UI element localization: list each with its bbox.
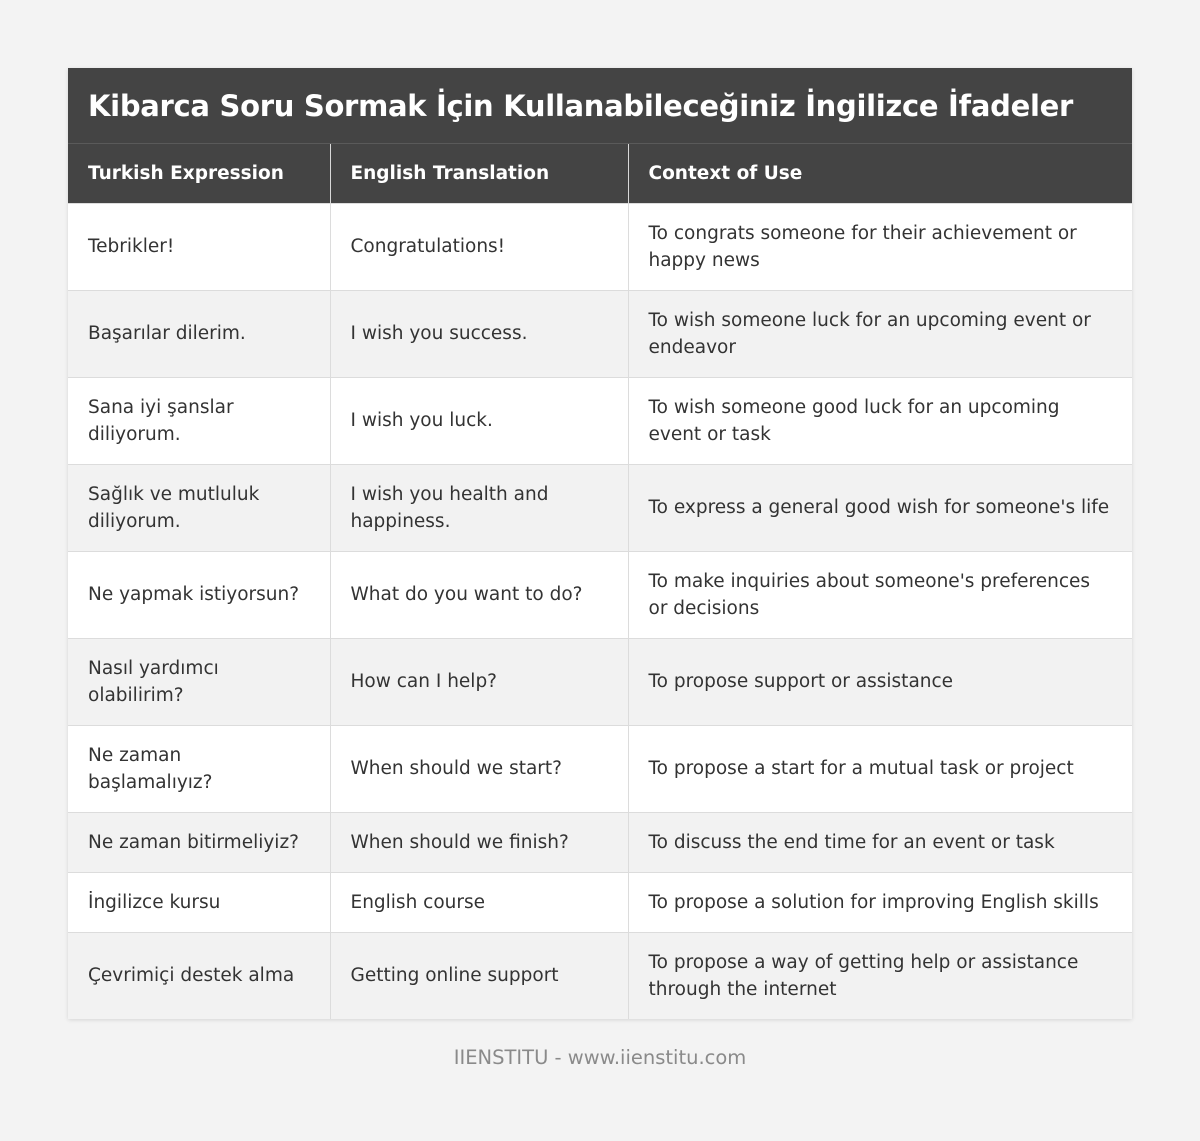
cell-turkish: Çevrimiçi destek alma	[68, 932, 330, 1019]
cell-context: To make inquiries about someone's preferences or decisions	[628, 551, 1132, 638]
cell-context: To wish someone good luck for an upcoming event or task	[628, 377, 1132, 464]
cell-english: I wish you success.	[330, 290, 628, 377]
table-row	[68, 377, 1132, 464]
cell-context: To propose a way of getting help or assistance through the internet	[628, 932, 1132, 1019]
cell-context: To discuss the end time for an event or task	[628, 812, 1132, 872]
cell-context: To propose support or assistance	[628, 638, 1132, 725]
table-row	[68, 290, 1132, 377]
cell-english: English course	[330, 872, 628, 932]
cell-turkish: Nasıl yardımcı olabilirim?	[68, 638, 330, 725]
cell-turkish: Sağlık ve mutluluk diliyorum.	[68, 464, 330, 551]
cell-english: I wish you luck.	[330, 377, 628, 464]
cell-context: To propose a solution for improving English skills	[628, 872, 1132, 932]
cell-english: When should we start?	[330, 725, 628, 812]
table-title-bar	[68, 68, 1132, 144]
table-row	[68, 725, 1132, 812]
table-row	[68, 932, 1132, 1019]
phrase-table-card	[68, 68, 1132, 1019]
cell-turkish: Ne zaman bitirmeliyiz?	[68, 812, 330, 872]
cell-context: To propose a start for a mutual task or project	[628, 725, 1132, 812]
phrase-table	[68, 144, 1132, 1019]
cell-context: To congrats someone for their achievement or happy news	[628, 203, 1132, 290]
table-row	[68, 551, 1132, 638]
column-header-english: English Translation	[330, 144, 628, 203]
column-header-turkish: Turkish Expression	[68, 144, 330, 203]
cell-english: Congratulations!	[330, 203, 628, 290]
cell-english: When should we finish?	[330, 812, 628, 872]
cell-turkish: Tebrikler!	[68, 203, 330, 290]
cell-turkish: Sana iyi şanslar diliyorum.	[68, 377, 330, 464]
cell-context: To express a general good wish for someone's life	[628, 464, 1132, 551]
table-row	[68, 464, 1132, 551]
cell-turkish: Ne yapmak istiyorsun?	[68, 551, 330, 638]
table-row	[68, 203, 1132, 290]
cell-english: I wish you health and happiness.	[330, 464, 628, 551]
table-row	[68, 812, 1132, 872]
column-header-context: Context of Use	[628, 144, 1132, 203]
cell-english: Getting online support	[330, 932, 628, 1019]
cell-turkish: Ne zaman başlamalıyız?	[68, 725, 330, 812]
footer-credit: IIENSTITU - www.iienstitu.com	[453, 1046, 747, 1069]
table-header-row	[68, 144, 1132, 203]
cell-english: What do you want to do?	[330, 551, 628, 638]
cell-context: To wish someone luck for an upcoming event or endeavor	[628, 290, 1132, 377]
cell-turkish: İngilizce kursu	[68, 872, 330, 932]
table-row	[68, 872, 1132, 932]
table-title: Kibarca Soru Sormak İçin Kullanabileceğiniz İngilizce İfadeler	[88, 88, 1073, 123]
cell-english: How can I help?	[330, 638, 628, 725]
table-row	[68, 638, 1132, 725]
cell-turkish: Başarılar dilerim.	[68, 290, 330, 377]
